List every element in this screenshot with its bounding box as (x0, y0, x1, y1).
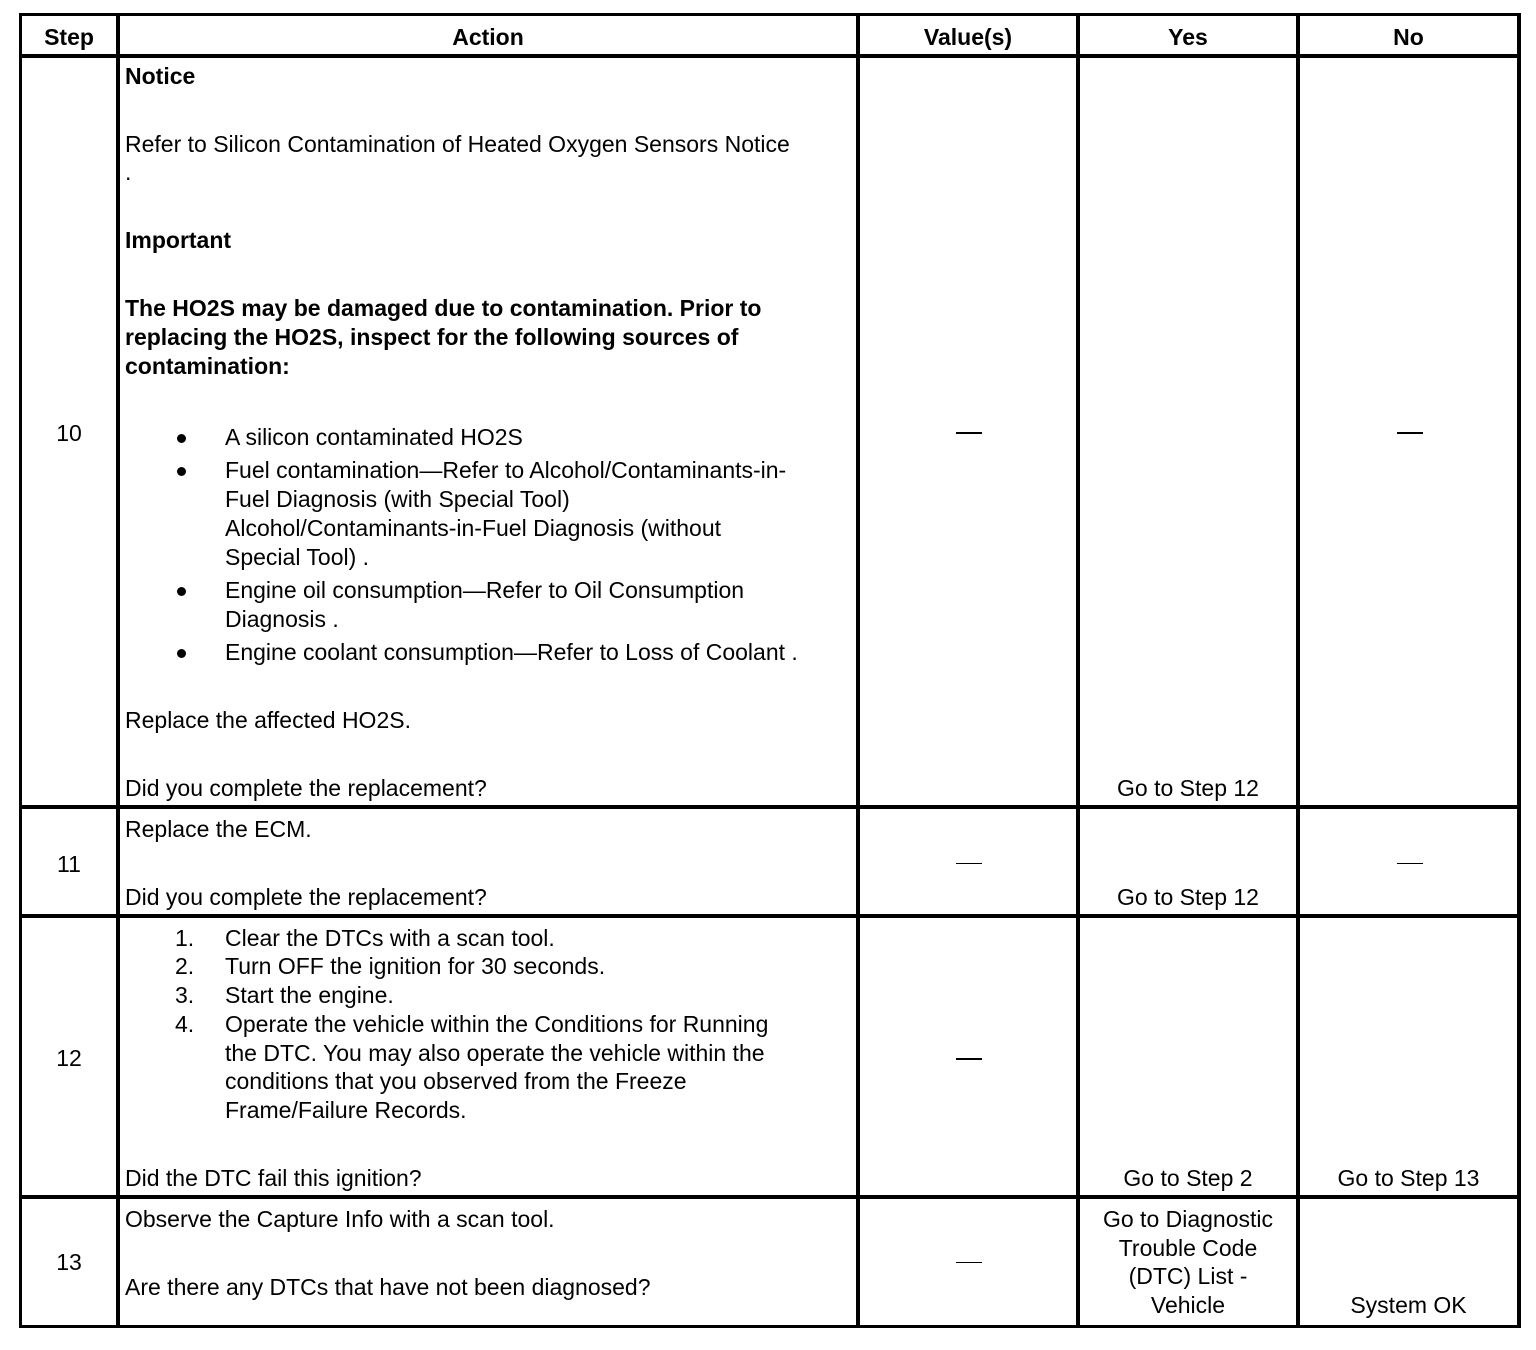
notice-title: Notice (125, 63, 196, 89)
numbered-1-num: 1. (175, 925, 195, 951)
numbered-3-line-1: Start the engine. (225, 982, 394, 1008)
header-action: Action (452, 24, 524, 50)
value-dash-13 (956, 1262, 982, 1263)
header-values: Value(s) (923, 24, 1013, 50)
bullet-3-line-1: Engine oil consumption—Refer to Oil Consumption (225, 577, 745, 603)
bullet-3-line-2: Diagnosis . (225, 606, 339, 632)
numbered-1-line-1: Clear the DTCs with a scan tool. (225, 925, 555, 951)
no-dash-10 (1397, 432, 1423, 434)
header-step: Step (44, 24, 94, 50)
important-text-line-2: replacing the HO2S, inspect for the following sources of (125, 324, 739, 350)
important-text-line-3: contamination: (125, 353, 290, 379)
row-11-yes: Go to Step 12 (1117, 884, 1259, 910)
numbered-4-line-4: Frame/Failure Records. (225, 1097, 467, 1123)
bullet-4-line-1: Engine coolant consumption—Refer to Loss of Coolant . (225, 639, 798, 665)
bullet-dot (177, 587, 186, 596)
bullet-dot (177, 467, 186, 476)
numbered-4-line-3: conditions that you observed from the Freeze (225, 1068, 687, 1094)
important-text-line-1: The HO2S may be damaged due to contamination. Prior to (125, 295, 762, 321)
table-border-right (1517, 13, 1521, 1328)
col-divider-values-yes (1076, 13, 1080, 1328)
row-13-instruction: Observe the Capture Info with a scan tool. (125, 1206, 555, 1232)
table-border-left (19, 13, 22, 1328)
numbered-2-num: 2. (175, 953, 195, 979)
bullet-dot (177, 649, 186, 658)
row-10-question: Did you complete the replacement? (125, 775, 487, 801)
row-13-no: System OK (1350, 1292, 1467, 1318)
header-yes: Yes (1168, 24, 1208, 50)
step-number-12: 12 (56, 1045, 82, 1071)
row-11-question: Did you complete the replacement? (125, 884, 487, 910)
numbered-4-line-1: Operate the vehicle within the Conditions for Running (225, 1011, 769, 1037)
col-divider-step-action (116, 13, 120, 1328)
bullet-1-line-1: A silicon contaminated HO2S (225, 424, 523, 450)
row-13-question: Are there any DTCs that have not been diagnosed? (125, 1274, 651, 1300)
step-number-10: 10 (56, 420, 82, 446)
bullet-2-line-1: Fuel contamination—Refer to Alcohol/Contaminants-in- (225, 457, 787, 483)
row-10-instruction: Replace the affected HO2S. (125, 707, 411, 733)
value-dash-11 (956, 863, 982, 864)
step-number-11: 11 (57, 851, 81, 877)
row-13-yes-line-4: Vehicle (1150, 1292, 1226, 1318)
row-13-yes-line-3: (DTC) List - (1128, 1263, 1248, 1289)
numbered-2-line-1: Turn OFF the ignition for 30 seconds. (225, 953, 606, 979)
header-no: No (1393, 24, 1424, 50)
notice-period: . (125, 159, 132, 185)
important-title: Important (125, 227, 232, 253)
value-dash-10 (956, 432, 982, 434)
row-12-no: Go to Step 13 (1337, 1165, 1480, 1191)
no-dash-11 (1397, 863, 1423, 864)
numbered-4-num: 4. (175, 1011, 195, 1037)
row-13-yes-line-2: Trouble Code (1118, 1235, 1258, 1261)
value-dash-12 (956, 1058, 982, 1060)
notice-text: Refer to Silicon Contamination of Heated Oxygen Sensors Notice (125, 131, 790, 157)
numbered-3-num: 3. (175, 982, 195, 1008)
bullet-2-line-3: Alcohol/Contaminants-in-Fuel Diagnosis (without (225, 515, 722, 541)
row-12-yes: Go to Step 2 (1123, 1165, 1253, 1191)
col-divider-action-values (856, 13, 860, 1328)
col-divider-yes-no (1296, 13, 1300, 1328)
row-12-question: Did the DTC fail this ignition? (125, 1165, 422, 1191)
bullet-dot (177, 434, 186, 443)
step-number-13: 13 (56, 1249, 82, 1275)
bullet-2-line-4: Special Tool) . (225, 544, 370, 570)
row-10-yes: Go to Step 12 (1117, 775, 1259, 801)
row-11-instruction: Replace the ECM. (125, 816, 312, 842)
row-13-yes-line-1: Go to Diagnostic (1102, 1206, 1274, 1232)
numbered-4-line-2: the DTC. You may also operate the vehicle within the (225, 1040, 765, 1066)
bullet-2-line-2: Fuel Diagnosis (with Special Tool) (225, 486, 570, 512)
